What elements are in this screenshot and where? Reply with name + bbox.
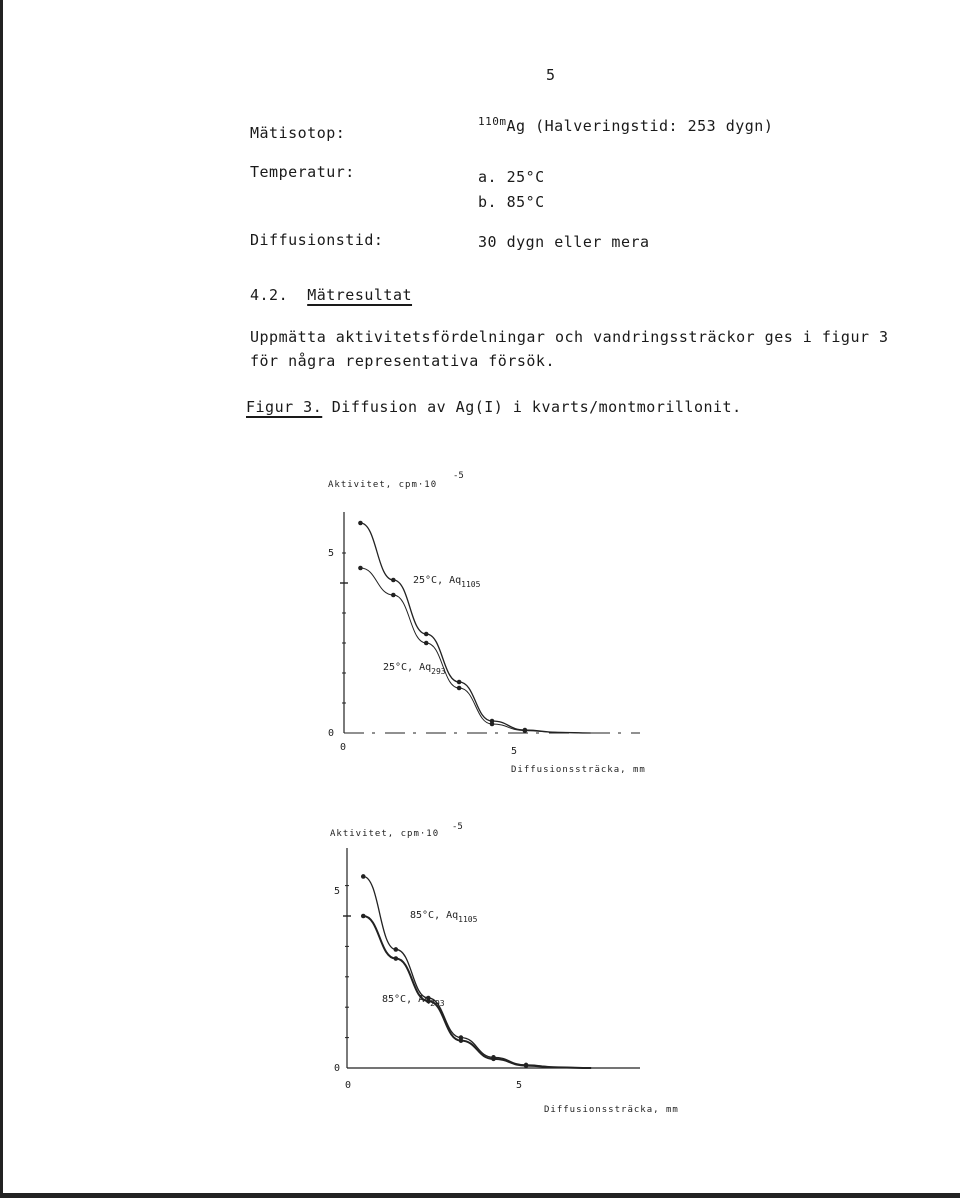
isotope-mass: 110m: [478, 115, 507, 128]
chart-top-label-1105: [413, 575, 481, 589]
chart-top: [300, 460, 700, 780]
chart-top-series-293-point: [424, 641, 429, 646]
chart-top-ylabel: Aktivitet, cpm·10: [328, 480, 438, 490]
isotope-value: [478, 115, 773, 135]
chart-top-series-293-point: [523, 728, 528, 733]
chart-top-series-1105-point: [424, 632, 429, 637]
chart-top-series-293-point: [490, 722, 495, 727]
chart-top-label-293-sub: 293: [431, 667, 446, 676]
scan-left-edge: [0, 0, 3, 1196]
chart-top-xtick-0: 0: [340, 742, 347, 753]
chart-bottom-series-293-line: [363, 916, 591, 1068]
section-heading: [250, 286, 412, 304]
scan-bottom-edge: [0, 1193, 960, 1198]
chart-top-series-1105-point: [391, 578, 396, 583]
chart-top-ytick-0: 0: [328, 728, 335, 739]
chart-bottom-xtick-0: 0: [345, 1080, 352, 1091]
chart-top-series-1105-point: [358, 521, 363, 526]
chart-top-series-293-point: [358, 566, 363, 571]
chart-bottom-ylabel-exp: -5: [452, 822, 463, 832]
chart-bottom-xtick-5: 5: [516, 1080, 523, 1091]
chart-bottom-label-293-sub: 293: [430, 999, 445, 1008]
chart-top-xlabel: Diffusionssträcka, mm: [511, 765, 646, 775]
temperature-b: b. 85°C: [478, 193, 545, 211]
chart-bottom-label-1105-main: 85°C, Aq: [410, 910, 459, 921]
chart-bottom-series-293-point: [459, 1038, 464, 1043]
chart-top-label-1105-sub: 1105: [461, 580, 481, 589]
chart-bottom-ytick-0: 0: [334, 1063, 341, 1074]
chart-bottom-label-1105-sub: 1105: [458, 915, 478, 924]
chart-bottom-label-293-main: 85°C, Aq: [382, 994, 431, 1005]
chart-top-ytick-5: 5: [328, 548, 335, 559]
chart-top-ylabel-exp: -5: [453, 471, 464, 481]
chart-bottom-series-293-point: [394, 956, 399, 961]
chart-top-series-293-point: [457, 686, 462, 691]
isotope-label: Mätisotop:: [250, 124, 346, 142]
figure-caption: [246, 398, 742, 416]
temperature-a: a. 25°C: [478, 168, 545, 186]
chart-bottom-series-293-point: [524, 1063, 529, 1068]
chart-bottom-ytick-5: 5: [334, 886, 341, 897]
chart-bottom-series-293-point: [361, 914, 366, 919]
isotope-element: Ag: [506, 117, 526, 135]
figure-caption-text: Diffusion av Ag(I) i kvarts/montmorillonit.: [331, 398, 742, 416]
chart-bottom-series-1105-line: [363, 876, 591, 1068]
chart-bottom-xlabel: Diffusionssträcka, mm: [544, 1105, 679, 1115]
chart-bottom-series-293-point: [491, 1057, 496, 1062]
figure-label: Figur 3.: [246, 398, 323, 416]
chart-top-label-1105-main: 25°C, Aq: [413, 575, 462, 586]
chart-bottom-label-1105: [410, 910, 478, 924]
isotope-note: (Halveringstid: 253 dygn): [535, 117, 774, 135]
chart-top-series-1105-line: [360, 523, 590, 733]
section-title: Mätresultat: [307, 286, 413, 304]
chart-bottom: [300, 810, 700, 1130]
section-number: 4.2.: [250, 286, 289, 304]
page-number: 5: [546, 66, 556, 84]
diffusion-time-label: Diffusionstid:: [250, 231, 384, 249]
diffusion-time-value: 30 dygn eller mera: [478, 233, 650, 251]
paragraph-line-1: Uppmätta aktivitetsfördelningar och vandringssträckor ges i figur 3: [250, 328, 889, 346]
chart-top-series-293-point: [391, 593, 396, 598]
chart-top-label-293: [383, 662, 446, 676]
temperature-label: Temperatur:: [250, 163, 355, 181]
chart-top-xtick-5: 5: [511, 746, 518, 757]
chart-top-label-293-main: 25°C, Aq: [383, 662, 432, 673]
chart-bottom-label-293: [382, 994, 445, 1008]
chart-top-series-293-line: [360, 568, 590, 733]
chart-bottom-ylabel: Aktivitet, cpm·10: [330, 829, 440, 839]
chart-bottom-series-1105-point: [394, 947, 399, 952]
paragraph-line-2: för några representativa försök.: [250, 352, 555, 370]
chart-top-series-1105-point: [457, 680, 462, 685]
chart-bottom-series-1105-point: [361, 874, 366, 879]
